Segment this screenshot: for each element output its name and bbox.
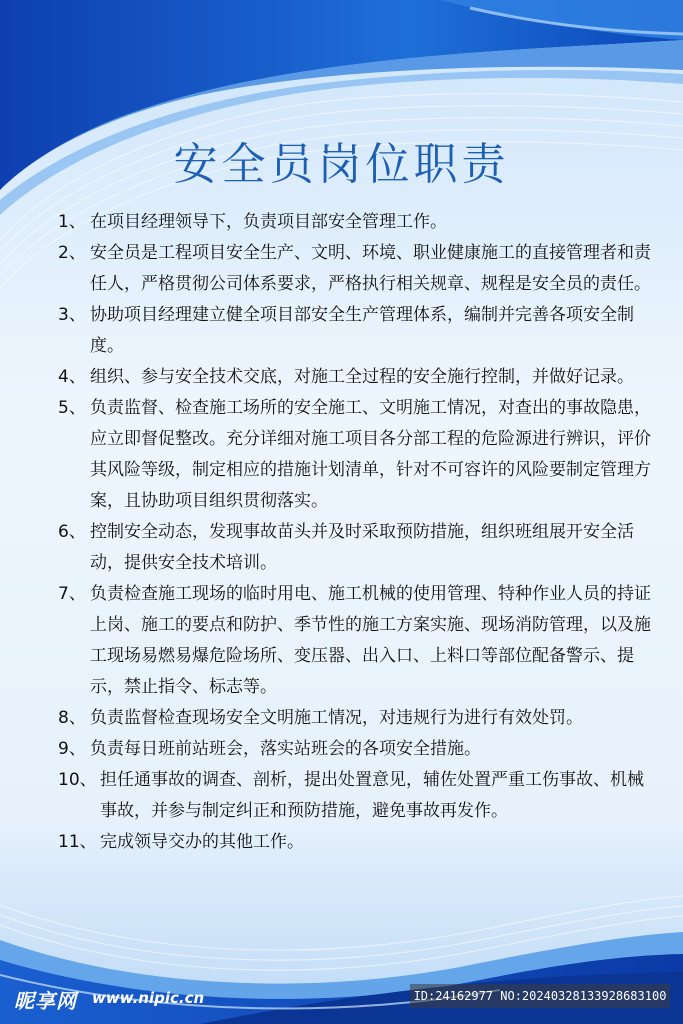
- item-number: 2、: [58, 243, 86, 263]
- item-text: 负责监督检查现场安全文明施工情况，对违规行为进行有效处罚。: [90, 708, 583, 728]
- list-item: [58, 238, 658, 300]
- item-text: 负责监督、检查施工场所的安全施工、文明施工情况，对查出的事故隐患，应立即督促整改。充分详细对施工项目各分部工程的危险源进行辨识，评价其风险等级，制定相应的措施计划清单，针对不可容许的风险要制定管理方案，且协助项目组织贯彻落实。: [90, 398, 651, 511]
- duty-list: [58, 207, 658, 858]
- item-text: 担任通事故的调查、剖析，提出处置意见，辅佐处置严重工伤事故、机械事故，并参与制定纠正和预防措施，避免事故再发作。: [100, 770, 644, 821]
- watermark-url: www.nipic.cn: [92, 989, 205, 1007]
- item-number: 11、: [58, 832, 97, 852]
- list-item: [58, 765, 658, 827]
- list-item: [58, 734, 658, 765]
- list-item: [58, 827, 658, 858]
- watermark-id: ID:24162977 NO:20240328133928683100: [410, 984, 670, 1008]
- list-item: [58, 300, 658, 362]
- item-text: 完成领导交办的其他工作。: [100, 832, 304, 852]
- item-number: 9、: [58, 739, 86, 759]
- item-text: 组织、参与安全技术交底，对施工全过程的安全施行控制，并做好记录。: [90, 367, 634, 387]
- list-item: [58, 517, 658, 579]
- item-text: 负责每日班前站班会，落实站班会的各项安全措施。: [90, 739, 481, 759]
- item-number: 5、: [58, 398, 86, 418]
- item-text: 控制安全动态，发现事故苗头并及时采取预防措施，组织班组展开安全活动，提供安全技术培训。: [90, 522, 634, 573]
- list-item: [58, 362, 658, 393]
- item-text: 在项目经理领导下，负责项目部安全管理工作。: [90, 212, 447, 232]
- item-number: 10、: [58, 770, 97, 790]
- item-number: 3、: [58, 305, 86, 325]
- list-item: [58, 207, 658, 238]
- item-number: 7、: [58, 584, 86, 604]
- list-item: [58, 703, 658, 734]
- item-number: 1、: [58, 212, 86, 232]
- item-number: 4、: [58, 367, 86, 387]
- list-item: [58, 393, 658, 517]
- item-number: 8、: [58, 708, 86, 728]
- list-item: [58, 579, 658, 703]
- item-text: 负责检查施工现场的临时用电、施工机械的使用管理、特种作业人员的持证上岗、施工的要点和防护、季节性的施工方案实施、现场消防管理，以及施工现场易燃易爆危险场所、变压器、出入口、上料口等部位配备警示、提示，禁止指令、标志等。: [90, 584, 651, 697]
- page-title: 安全员岗位职责: [173, 139, 510, 190]
- item-text: 安全员是工程项目安全生产、文明、环境、职业健康施工的直接管理者和责任人，严格贯彻公司体系要求，严格执行相关规章、规程是安全员的责任。: [90, 243, 651, 294]
- item-number: 6、: [58, 522, 86, 542]
- watermark-logo: 昵享网: [14, 989, 77, 1013]
- item-text: 协助项目经理建立健全项目部安全生产管理体系，编制并完善各项安全制度。: [90, 305, 634, 356]
